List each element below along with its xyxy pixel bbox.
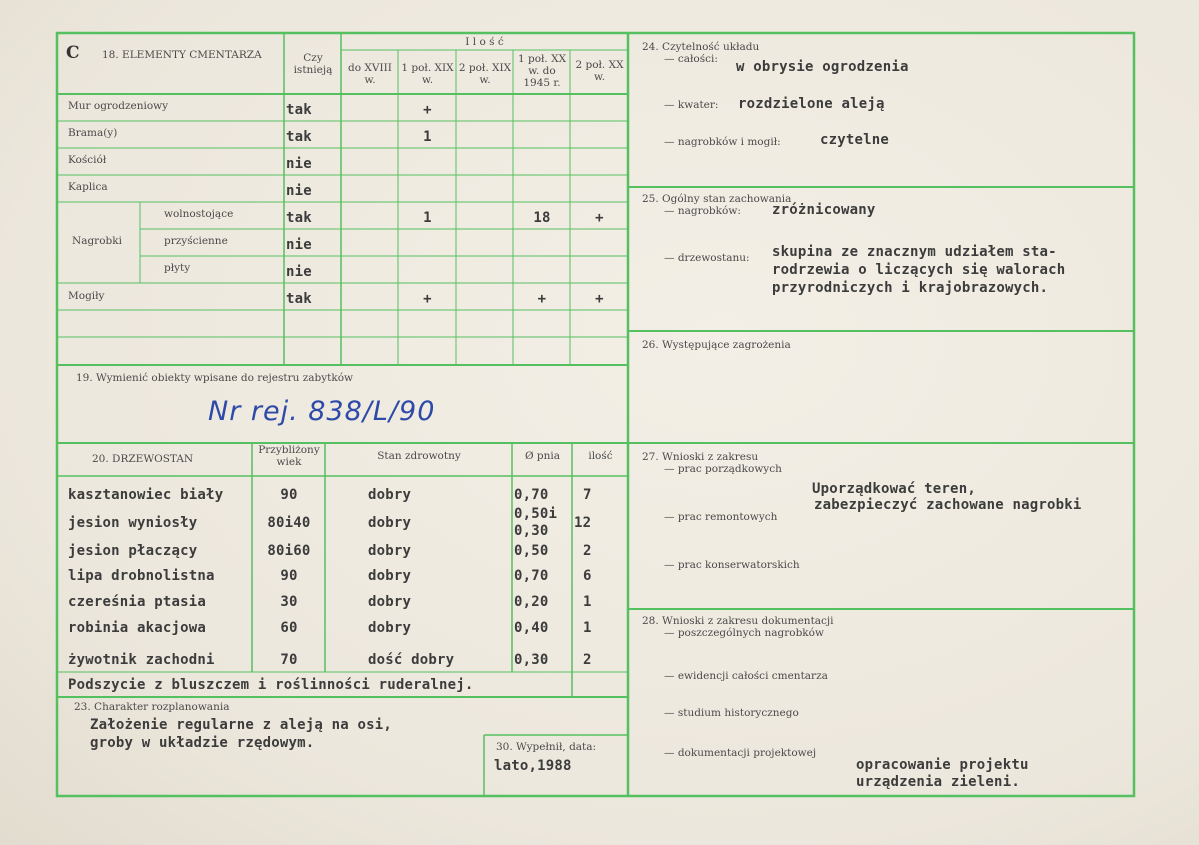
period-header: 2 poł. XX w. [575, 59, 624, 84]
field-label: — nagrobków: [664, 205, 741, 217]
section-28-label: 28. Wnioski z zakresu dokumentacji [642, 615, 834, 627]
tree-health: dobry [368, 543, 412, 559]
field-label: — poszczególnych nagrobków [664, 627, 824, 639]
filled-date: lato,1988 [494, 758, 572, 774]
period-header: do XVIII w. [348, 62, 392, 87]
layout-description-line: groby w układzie rzędowym. [90, 735, 315, 751]
field-value: rozdzielone aleją [738, 96, 885, 112]
tree-age: 80i60 [267, 543, 311, 559]
tree-diameter: 0,30 [514, 652, 549, 668]
field-value: urządzenia zieleni. [856, 774, 1020, 790]
row-label: płyty [164, 262, 191, 274]
row-label: wolnostojące [164, 208, 234, 220]
tree-count: 6 [583, 568, 592, 584]
col-ilosc-header: I l o ś ć [465, 36, 504, 48]
nagrobki-label: Nagrobki [72, 235, 122, 247]
tree-health: dość dobry [368, 652, 455, 668]
section-30-label: 30. Wypełnił, data: [496, 741, 597, 753]
col-exists-header: Czy istnieją [293, 52, 333, 77]
period-header: 1 poł. XX w. do 1945 r. [517, 53, 567, 90]
field-value: Uporządkować teren, [812, 481, 976, 497]
section-23-label: 23. Charakter rozplanowania [74, 701, 230, 713]
exists-value: tak [286, 291, 312, 307]
field-label: — prac porządkowych [664, 463, 782, 475]
section-26-label: 26. Występujące zagrożenia [642, 339, 791, 351]
field-value: rodrzewia o liczących się walorach [772, 262, 1066, 278]
tree-count: 7 [583, 487, 592, 503]
tree-age: 90 [280, 568, 298, 584]
tree-diameter: 0,70 [514, 568, 549, 584]
row-label: Kościół [68, 154, 107, 166]
exists-value: tak [286, 129, 312, 145]
qty-value: + [423, 291, 432, 307]
tree-health: dobry [368, 620, 412, 636]
exists-value: tak [286, 210, 312, 226]
tree-age: 80i40 [267, 515, 311, 531]
section-27-label: 27. Wnioski z zakresu [642, 451, 759, 463]
tree-name: żywotnik zachodni [68, 652, 215, 668]
field-label: — całości: [664, 53, 718, 65]
tree-age: 90 [280, 487, 298, 503]
field-value: zróżnicowany [772, 202, 876, 218]
field-value: przyrodniczych i krajobrazowych. [772, 280, 1049, 296]
tree-health: dobry [368, 568, 412, 584]
row-label: Mogiły [68, 290, 105, 302]
tree-age: 60 [280, 620, 298, 636]
exists-value: nie [286, 264, 312, 280]
exists-value: nie [286, 237, 312, 253]
tree-health: dobry [368, 487, 412, 503]
section-19-label: 19. Wymienić obiekty wpisane do rejestru zabytków [76, 372, 354, 384]
tree-diameter: 0,40 [514, 620, 549, 636]
tree-count: 2 [583, 652, 592, 668]
period-header: 1 poł. XIX w. [401, 62, 454, 87]
row-label: Brama(y) [68, 127, 118, 139]
tree-count: 2 [583, 543, 592, 559]
tree-name: lipa drobnolistna [68, 568, 215, 584]
tree-name: robinia akacjowa [68, 620, 207, 636]
field-value: zabezpieczyć zachowane nagrobki [814, 497, 1082, 513]
tree-health: dobry [368, 594, 412, 610]
field-value: czytelne [820, 132, 890, 148]
qty-value: + [595, 291, 604, 307]
tree-health: dobry [368, 515, 412, 531]
field-label: — kwater: [664, 99, 719, 111]
tree-age: 30 [280, 594, 298, 610]
col-health-header: Stan zdrowotny [377, 450, 461, 462]
tree-name: jesion płaczący [68, 543, 198, 559]
row-label: Kaplica [68, 181, 108, 193]
tree-diameter: 0,50 [514, 543, 549, 559]
exists-value: nie [286, 156, 312, 172]
field-label: — ewidencji całości cmentarza [664, 670, 828, 682]
tree-name: czereśnia ptasia [68, 594, 207, 610]
field-label: — prac konserwatorskich [664, 559, 800, 571]
tree-diameter-second: 0,30 [514, 523, 549, 539]
section-24-label: 24. Czytelność układu [642, 41, 760, 53]
col-age-header: Przybliżony wiek [258, 444, 320, 469]
field-label: — studium historycznego [664, 707, 799, 719]
tree-diameter: 0,50i [514, 506, 558, 522]
section-letter: C [66, 43, 80, 63]
tree-count: 1 [583, 620, 592, 636]
period-header: 2 poł. XIX w. [458, 62, 512, 87]
tree-count: 12 [574, 515, 592, 531]
row-label: przyścienne [164, 235, 228, 247]
field-label: — prac remontowych [664, 511, 778, 523]
exists-value: nie [286, 183, 312, 199]
row-label: Mur ogrodzeniowy [68, 100, 169, 112]
undergrowth-note: Podszycie z bluszczem i roślinności ruderalnej. [68, 677, 474, 693]
qty-value: + [595, 210, 604, 226]
qty-value: + [423, 102, 432, 118]
col-diameter-header: Ø pnia [524, 450, 561, 462]
section-18-title: 18. ELEMENTY CMENTARZA [102, 49, 262, 61]
section-20-title: 20. DRZEWOSTAN [92, 453, 194, 465]
qty-value: 18 [533, 210, 551, 226]
tree-count: 1 [583, 594, 592, 610]
field-label: — nagrobków i mogił: [664, 136, 781, 148]
tree-name: kasztanowiec biały [68, 487, 224, 503]
register-number-handwritten: Nr rej. 838/L/90 [208, 396, 436, 427]
field-label: — dokumentacji projektowej [664, 747, 817, 759]
tree-age: 70 [280, 652, 298, 668]
exists-value: tak [286, 102, 312, 118]
tree-diameter: 0,70 [514, 487, 549, 503]
tree-name: jesion wyniosły [68, 515, 198, 531]
qty-value: 1 [423, 129, 432, 145]
layout-description-line: Założenie regularne z aleją na osi, [90, 717, 393, 733]
qty-value: + [537, 291, 547, 307]
field-label: — drzewostanu: [664, 252, 750, 264]
field-value: skupina ze znacznym udziałem sta- [772, 244, 1057, 260]
qty-value: 1 [423, 210, 432, 226]
section-25-label: 25. Ogólny stan zachowania [642, 193, 792, 205]
field-value: opracowanie projektu [856, 757, 1029, 773]
col-count-header: ilość [588, 450, 613, 462]
field-value: w obrysie ogrodzenia [736, 59, 909, 75]
tree-diameter: 0,20 [514, 594, 549, 610]
